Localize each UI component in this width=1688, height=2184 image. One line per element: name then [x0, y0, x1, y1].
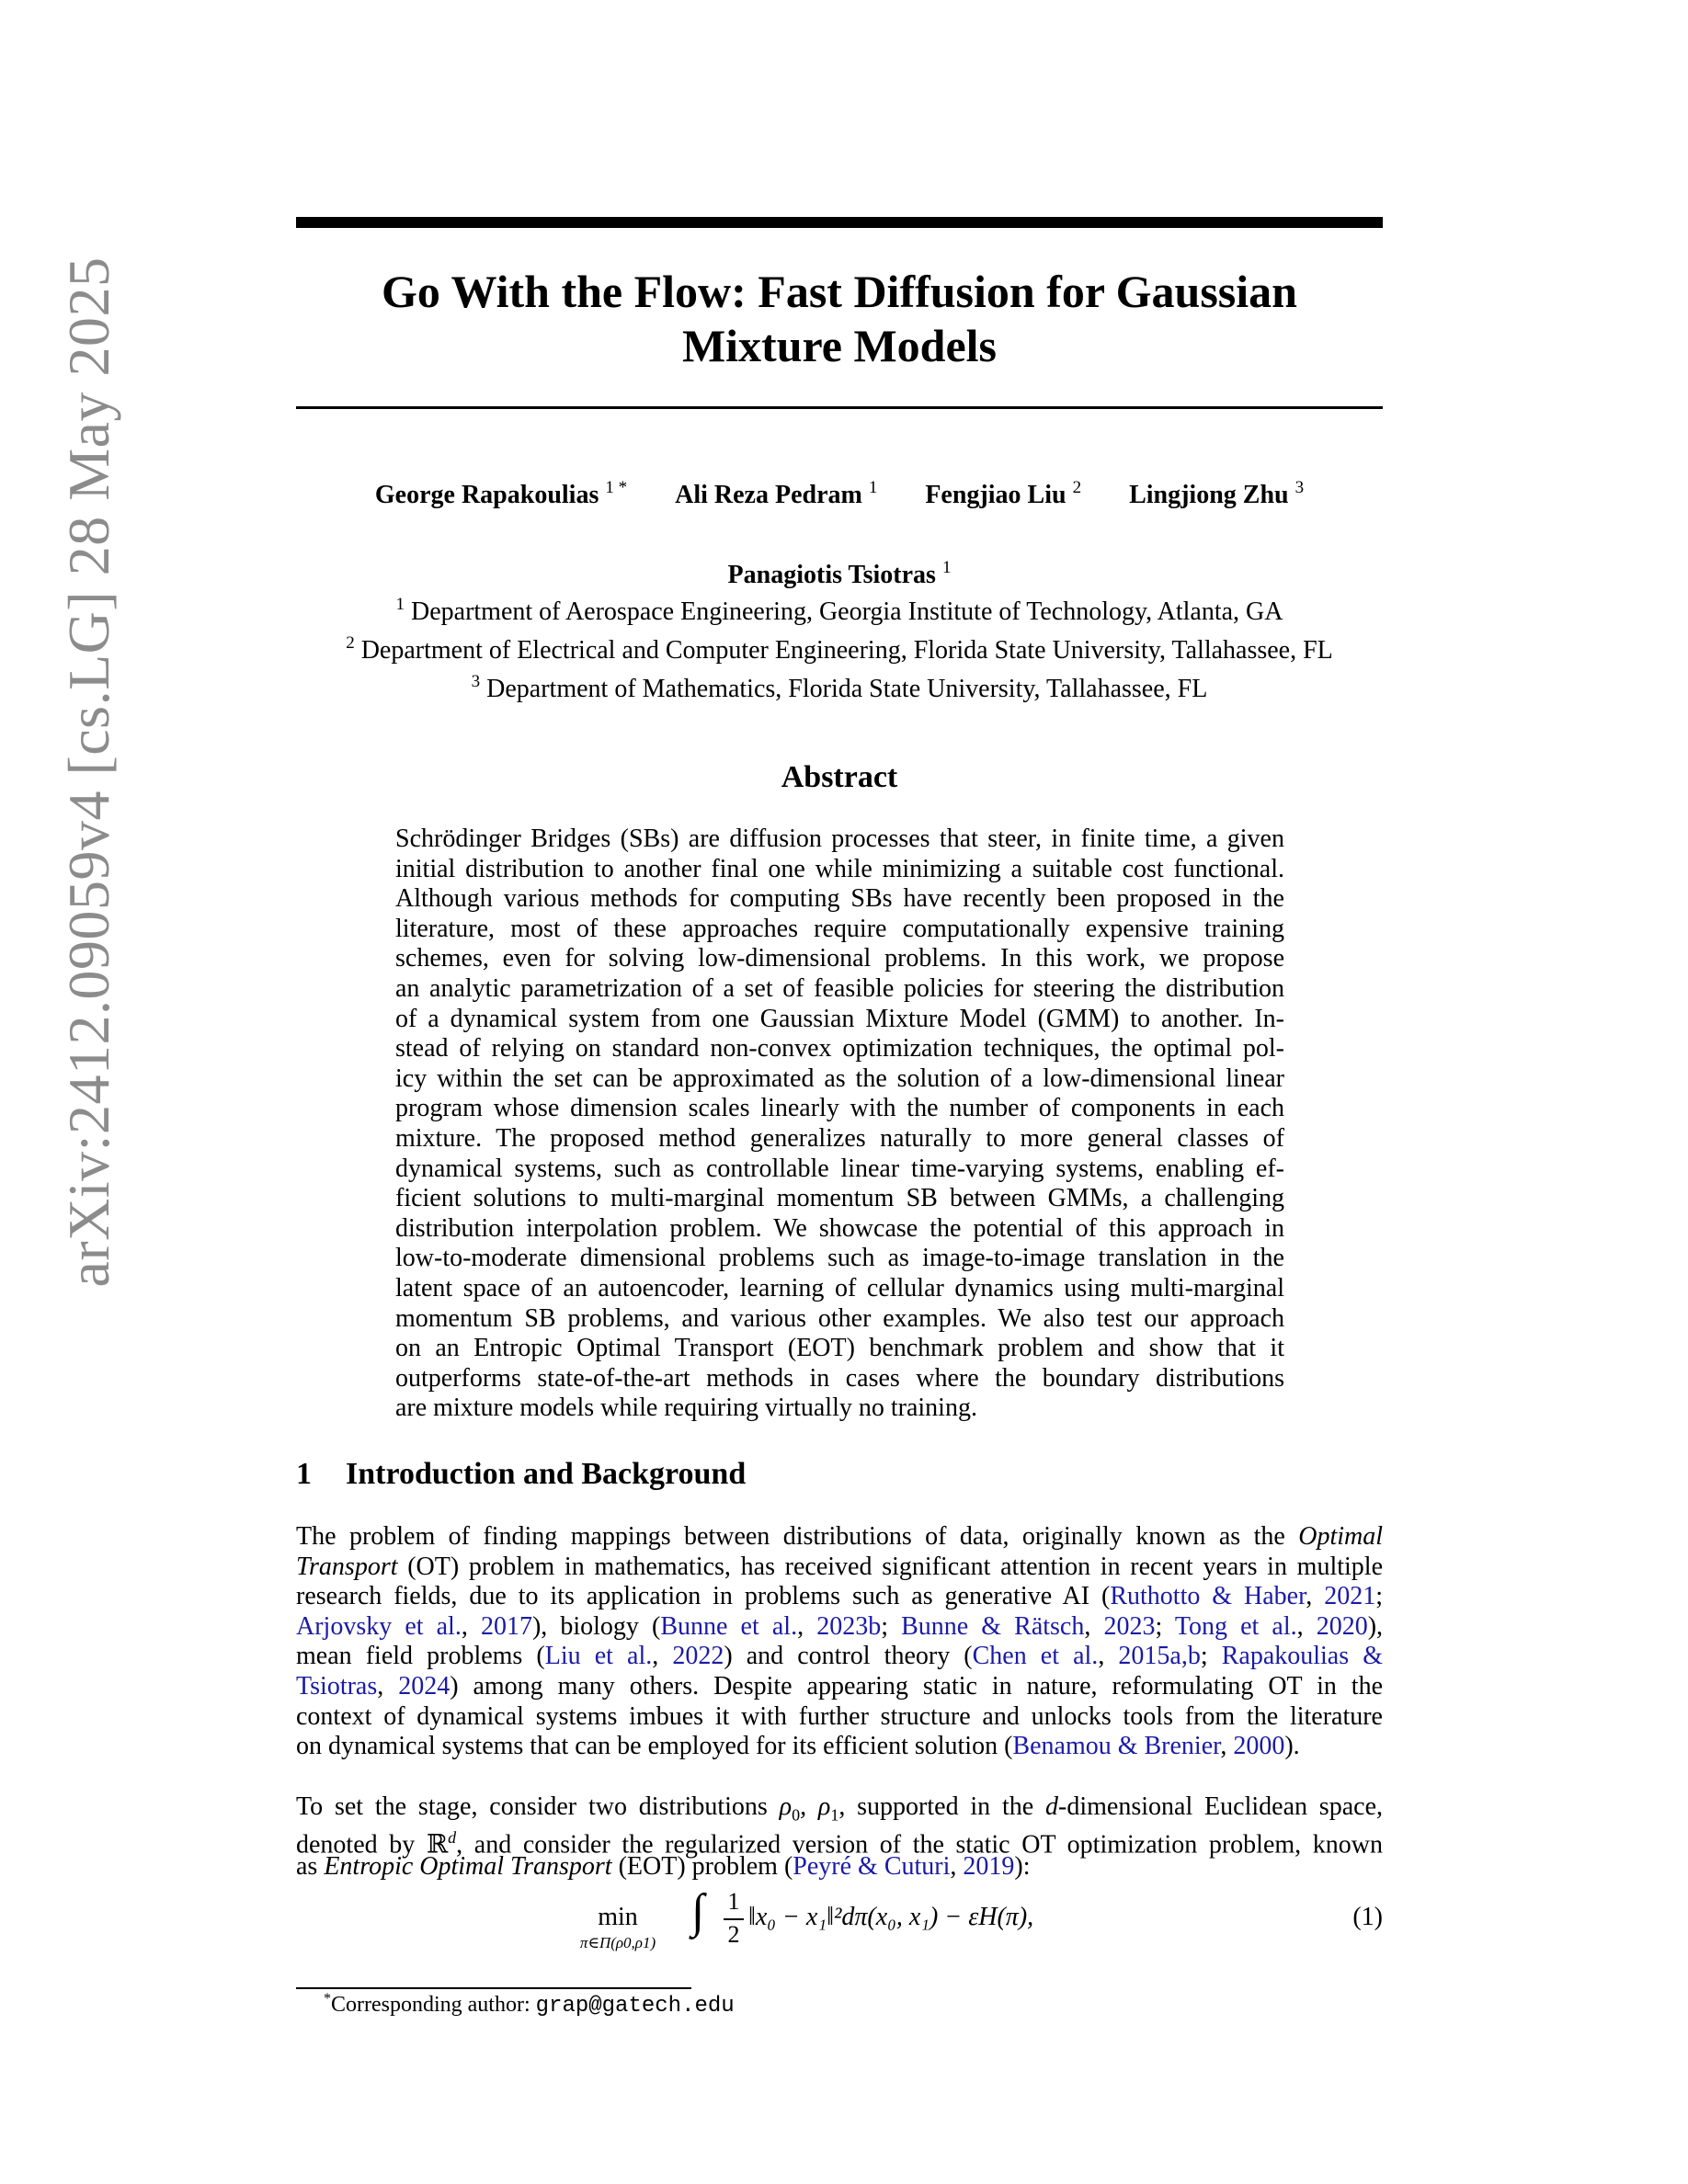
affiliation: $^1$ Department of Aerospace Engineering, Georgia Institute of Technology, Atlanta, GA [395, 595, 1283, 626]
citation-link[interactable]: 2021 [1324, 1582, 1376, 1611]
text-line: mean field problems (Liu et al., 2022) and control theory (Chen et al., 2015a,b; Rapakoulias & [296, 1642, 1384, 1671]
affiliation: $^3$ Department of Mathematics, Florida State University, Tallahassee, FL [471, 672, 1208, 703]
section-number: 1 [296, 1457, 312, 1491]
title-line-1: Go With the Flow: Fast Diffusion for Gaussian [382, 266, 1297, 317]
abstract-line: dynamical systems, such as controllable linear time-varying systems, enabling ef- [395, 1154, 1284, 1183]
equation-min: min [598, 1903, 638, 1931]
text-line: To set the stage, consider two distributions $\rho_0$, $\rho_1$, supported in the d-dimensional Euclidean space, [296, 1792, 1383, 1825]
citation-link[interactable]: Peyré & Cuturi [793, 1852, 951, 1882]
text-line: Transport (OT) problem in mathematics, has received significant attention in recent years in multiple [296, 1552, 1383, 1581]
citation-link[interactable]: Bunne et al. [660, 1611, 798, 1641]
affiliation: $^2$ Department of Electrical and Computer Engineering, Florida State University, Tallahassee, FL [346, 633, 1333, 665]
fraction-denominator: 2 [727, 1921, 740, 1948]
abstract-line: outperforms state-of-the-art methods in cases where the boundary distributions [395, 1363, 1284, 1393]
fraction-bar [724, 1918, 744, 1920]
abstract-line: an analytic parametrization of a set of feasible policies for steering the distribution [395, 973, 1284, 1003]
equation-number: (1) [1352, 1903, 1383, 1931]
author: George Rapakoulias $^{1 *}$ [374, 478, 628, 509]
abstract-line: literature, most of these approaches require computationally expensive training [395, 914, 1284, 943]
citation-link[interactable]: Benamou & Brenier [1012, 1732, 1221, 1761]
abstract-line: program whose dimension scales linearly with the number of components in each [395, 1094, 1284, 1123]
abstract-line: icy within the set can be approximated as the solution of a low-dimensional linear [395, 1064, 1284, 1093]
abstract-line: Schrödinger Bridges (SBs) are diffusion processes that steer, in finite time, a given [395, 825, 1284, 853]
abstract-line: on an Entropic Optimal Transport (EOT) benchmark problem and show that it [395, 1334, 1284, 1363]
equation-subscript: π∈Π(ρ0,ρ1) [579, 1934, 656, 1951]
text-line: as Entropic Optimal Transport (EOT) problem (Peyré & Cuturi, 2019): [296, 1852, 1031, 1882]
citation-link[interactable]: 2023 [1103, 1611, 1156, 1641]
author: Panagiotis Tsiotras $^1$ [727, 558, 952, 589]
author: Fengjiao Liu $^2$ [925, 478, 1082, 509]
citation-link[interactable]: Tong et al. [1174, 1611, 1297, 1641]
affiliation-list [296, 589, 1383, 705]
citation-link[interactable]: 2023b [816, 1611, 882, 1641]
abstract-line: mixture. The proposed method generalizes naturally to more general classes of [395, 1123, 1284, 1153]
citation-link[interactable]: 2000 [1233, 1732, 1285, 1761]
abstract-heading: Abstract [781, 760, 898, 794]
fraction-numerator: 1 [727, 1888, 740, 1915]
citation-link[interactable]: Ruthotto & Haber [1110, 1582, 1306, 1611]
abstract-line: low-to-moderate dimensional problems such as image-to-image translation in the [395, 1244, 1284, 1273]
footnote-rule [296, 1987, 691, 1989]
citation-link[interactable]: Tsiotras [296, 1671, 378, 1701]
abstract-line: stead of relying on standard non-convex optimization techniques, the optimal pol- [395, 1034, 1284, 1064]
title-top-rule [296, 217, 1383, 228]
abstract-line: ficient solutions to multi-marginal momentum SB between GMMs, a challenging [395, 1184, 1284, 1213]
text-line: context of dynamical systems imbues it with further structure and unlocks tools from the literature [296, 1701, 1383, 1731]
footnote: *Corresponding author: grap@gatech.edu [324, 1991, 735, 2019]
abstract-line: distribution interpolation problem. We showcase the potential of this approach in [395, 1213, 1284, 1243]
abstract-line: momentum SB problems, and various other examples. We also test our approach [395, 1303, 1284, 1333]
abstract-line: are mixture models while requiring virtually no training. [395, 1393, 977, 1423]
text-line: Arjovsky et al., 2017), biology (Bunne et al., 2023b; Bunne & Rätsch, 2023; Tong et al., 2020), [296, 1611, 1384, 1641]
abstract-line: initial distribution to another final one while minimizing a suitable cost functional. [395, 854, 1284, 883]
citation-link[interactable]: Bunne & Rätsch [901, 1611, 1085, 1641]
integral-sign: ∫ [691, 1885, 705, 1938]
title-bottom-rule [296, 406, 1383, 409]
author: Ali Reza Pedram $^1$ [675, 478, 878, 509]
author: Lingjiong Zhu $^3$ [1129, 478, 1305, 509]
arxiv-identifier: arXiv:2412.09059v4 [cs.LG] 28 May 2025 [56, 256, 121, 1288]
citation-link[interactable]: 2022 [672, 1642, 724, 1671]
section-heading [296, 1457, 746, 1492]
equation-1 [296, 1885, 1383, 1973]
abstract-line: of a dynamical system from one Gaussian Mixture Model (GMM) to another. In- [395, 1004, 1284, 1033]
paper-title [296, 265, 1383, 373]
citation-link[interactable]: 2015a,b [1118, 1642, 1201, 1671]
abstract-line: schemes, even for solving low-dimensional problems. In this work, we propose [395, 944, 1284, 973]
citation-link[interactable]: 2024 [398, 1671, 451, 1701]
intro-paragraph-2 [296, 1792, 1383, 1883]
text-line: research fields, due to its application in problems such as generative AI (Ruthotto & Haber, 2021; [296, 1582, 1383, 1611]
abstract-text [395, 825, 1284, 1424]
citation-link[interactable]: 2019 [963, 1852, 1015, 1882]
citation-link[interactable]: Rapakoulias & [1221, 1642, 1384, 1671]
abstract-line: latent space of an autoencoder, learning of cellular dynamics using multi-marginal [395, 1273, 1284, 1302]
author-list [296, 478, 1383, 510]
intro-paragraph-1 [296, 1522, 1383, 1762]
citation-link[interactable]: Liu et al. [544, 1642, 653, 1671]
section-title: Introduction and Background [346, 1457, 747, 1491]
citation-link[interactable]: 2020 [1316, 1611, 1368, 1641]
text-line: Tsiotras, 2024) among many others. Despite appearing static in nature, reformulating OT in the [296, 1671, 1383, 1701]
text-line: The problem of finding mappings between distributions of data, originally known as the Optimal [296, 1522, 1383, 1551]
email-link[interactable]: grap@gatech.edu [535, 1994, 735, 2019]
text-line: denoted by ℝ$^d$, and consider the regularized version of the static OT optimization problem, known [296, 1827, 1383, 1859]
title-line-2: Mixture Models [681, 320, 998, 371]
citation-link[interactable]: 2017 [480, 1611, 532, 1641]
citation-link[interactable]: Chen et al. [972, 1642, 1099, 1671]
abstract-line: Although various methods for computing SBs have recently been proposed in the [395, 884, 1284, 914]
equation-body: ‖x₀ − x₁‖²dπ(x₀, x₁) − εH(π), [748, 1903, 1034, 1931]
text-line: on dynamical systems that can be employed for its efficient solution (Benamou & Brenier, 2000). [296, 1732, 1300, 1761]
citation-link[interactable]: Arjovsky et al. [296, 1611, 462, 1641]
